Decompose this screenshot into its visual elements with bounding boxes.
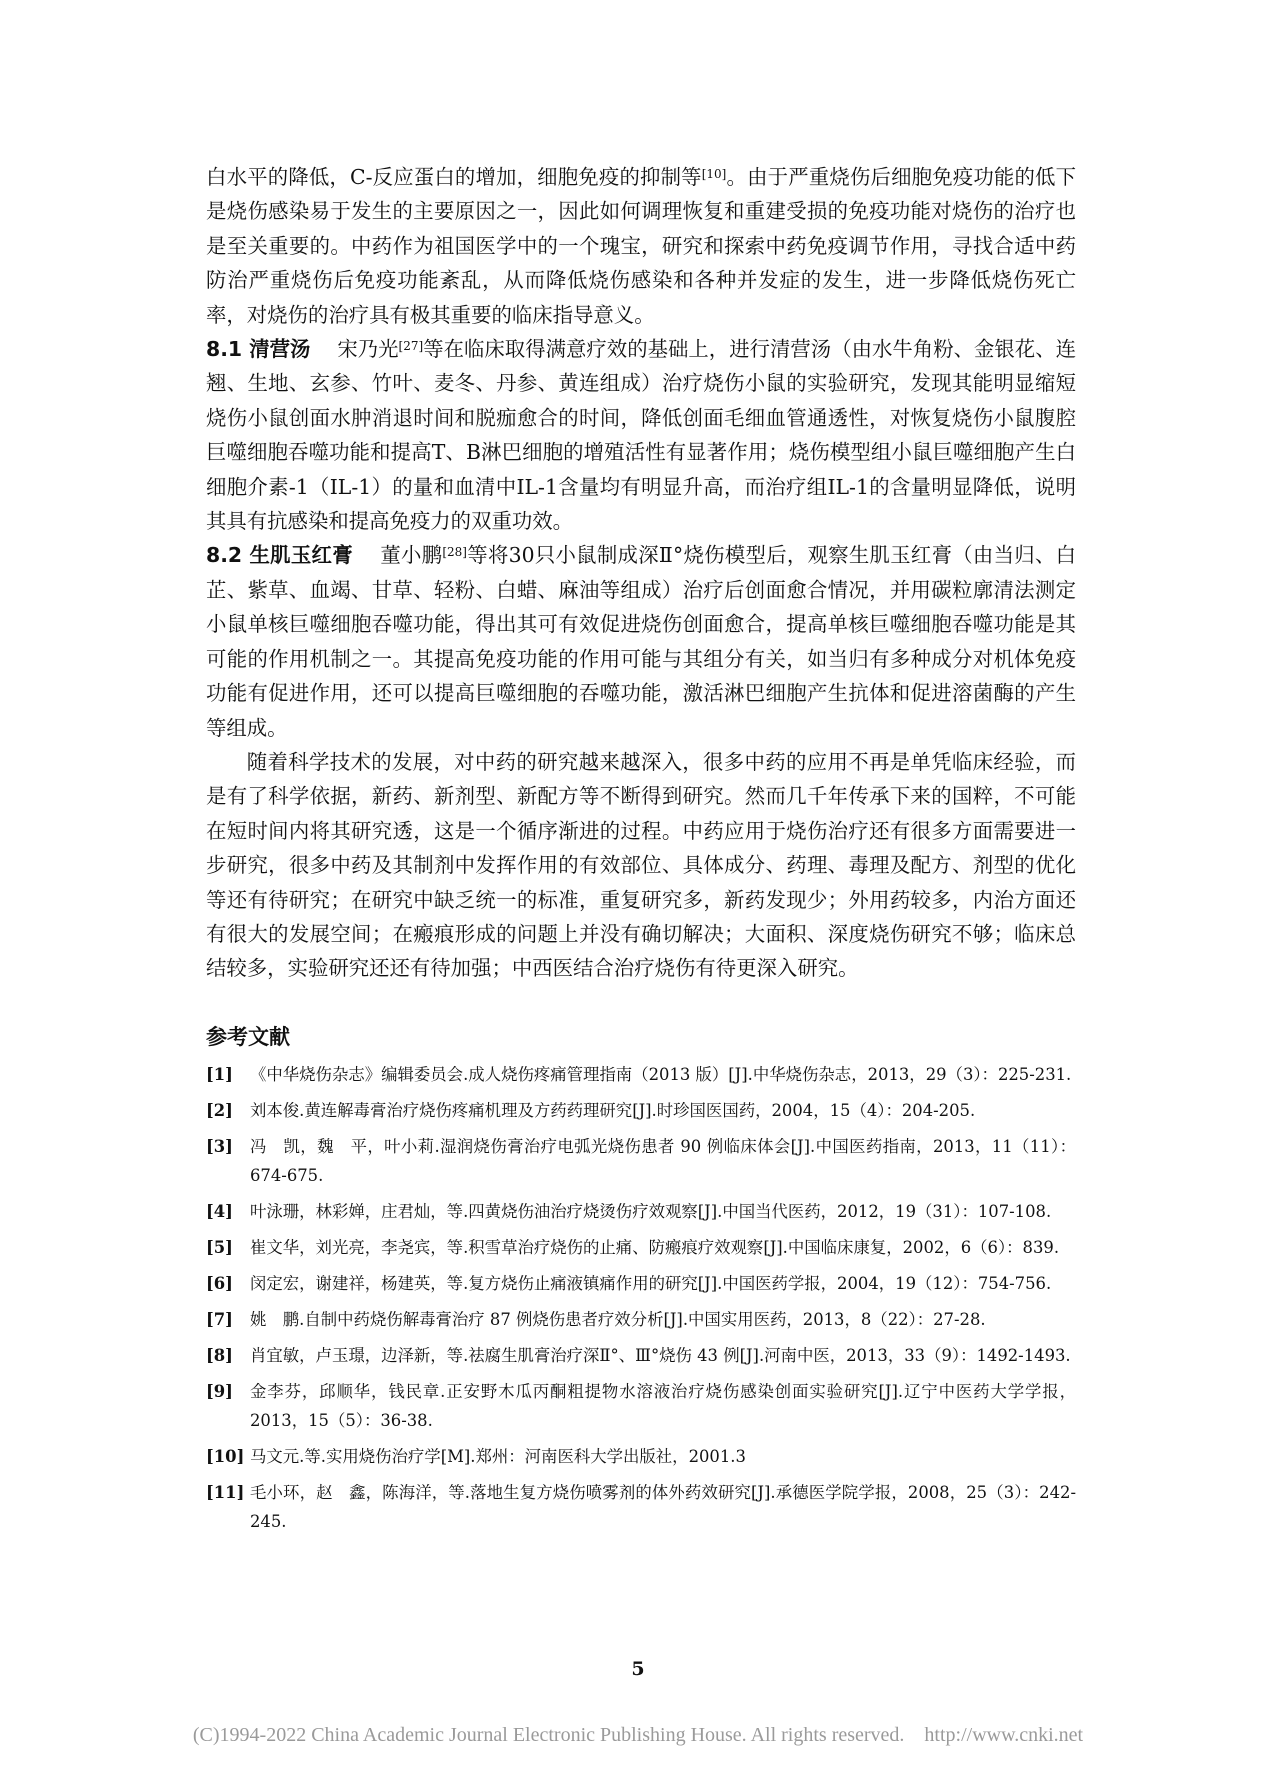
copyright-footer: (C)1994-2022 China Academic Journal Electronic Publishing House. All rights reserved. http://www.cnki.net	[192, 1724, 1084, 1746]
body-text	[206, 160, 1076, 986]
reference-text: 金李芬，邱顺华，钱民章.正安野木瓜丙酮粗提物水溶液治疗烧伤感染创面实验研究[J].辽宁中医药大学学报，2013，15（5）：36-38.	[250, 1381, 1076, 1430]
reference-text: 毛小环，赵 鑫，陈海洋，等.落地生复方烧伤喷雾剂的体外药效研究[J].承德医学院学报，2008，25（3）：242-245.	[250, 1482, 1076, 1531]
reference-text: 冯 凯，魏 平，叶小莉.湿润烧伤膏治疗电弧光烧伤患者 90 例临床体会[J].中国医药指南，2013，11（11）：674-675.	[250, 1136, 1076, 1185]
reference-number: [7]	[206, 1309, 233, 1329]
reference-text: 肖宜敏，卢玉璟，边泽新，等.祛腐生肌膏治疗深Ⅱ°、Ⅲ°烧伤 43 例[J].河南中医，2013，33（9）：1492-1493.	[250, 1345, 1071, 1365]
reference-item	[206, 1233, 1076, 1262]
section-heading-8-2: 8.2 生肌玉红膏	[206, 543, 353, 568]
reference-text: 马文元.等.实用烧伤治疗学[M].郑州：河南医科大学出版社，2001.3	[250, 1446, 746, 1466]
section-8-1: 8.1 清营汤 宋乃光[27]等在临床取得满意疗效的基础上，进行清营汤（由水牛角粉、金银花、连翘、生地、玄参、竹叶、麦冬、丹参、黄连组成）治疗烧伤小鼠的实验研究，发现其能明显缩短烧伤小鼠创面水肿消退时间和脱痂愈合的时间，降低创面毛细血管通透性，对恢复烧伤小鼠腹腔巨噬细胞吞噬功能和提高T、B淋巴细胞的增殖活性有显著作用；烧伤模型组小鼠巨噬细胞产生白细胞介素-1（IL-1）的量和血清中IL-1含量均有明显升高，而治疗组IL-1的含量明显降低，说明其具有抗感染和提高免疫力的双重功效。	[206, 337, 1077, 534]
reference-item	[206, 1442, 1076, 1471]
reference-text: 刘本俊.黄连解毒膏治疗烧伤疼痛机理及方药药理研究[J].时珍国医国药，2004，15（4）：204-205.	[250, 1100, 976, 1120]
reference-item	[206, 1269, 1076, 1298]
reference-number: [6]	[206, 1273, 233, 1293]
reference-number: [10]	[206, 1446, 245, 1466]
section-8-2: 8.2 生肌玉红膏 董小鹏[28]等将30只小鼠制成深Ⅱ°烧伤模型后，观察生肌玉红膏（由当归、白芷、紫草、血竭、甘草、轻粉、白蜡、麻油等组成）治疗后创面愈合情况，并用碳粒廓清法测定小鼠单核巨噬细胞吞噬功能，得出其可有效促进烧伤创面愈合，提高单核巨噬细胞吞噬功能是其可能的作用机制之一。其提高免疫功能的作用可能与其组分有关，如当归有多种成分对机体免疫功能有促进作用，还可以提高巨噬细胞的吞噬功能，激活淋巴细胞产生抗体和促进溶菌酶的产生等组成。	[206, 543, 1077, 740]
reference-number: [4]	[206, 1201, 233, 1221]
citation-28: [28]	[442, 545, 467, 560]
reference-list	[206, 1060, 1076, 1536]
reference-number: [5]	[206, 1237, 233, 1257]
reference-text: 叶泳珊，林彩婵，庄君灿，等.四黄烧伤油治疗烧烫伤疗效观察[J].中国当代医药，2012，19（31）：107-108.	[250, 1201, 1052, 1221]
reference-item	[206, 1060, 1076, 1089]
reference-number: [3]	[206, 1136, 233, 1156]
reference-number: [8]	[206, 1345, 233, 1365]
reference-number: [11]	[206, 1482, 245, 1502]
reference-item	[206, 1341, 1076, 1370]
reference-text: 崔文华，刘光亮，李尧宾，等.积雪草治疗烧伤的止痛、防瘢痕疗效观察[J].中国临床康复，2002，6（6）：839.	[250, 1237, 1060, 1257]
references-heading: 参考文献	[206, 1024, 290, 1049]
article-page	[206, 160, 1076, 1543]
citation-27: [27]	[398, 339, 424, 354]
reference-item	[206, 1096, 1076, 1125]
reference-item	[206, 1197, 1076, 1226]
reference-text: 《中华烧伤杂志》编辑委员会.成人烧伤疼痛管理指南（2013 版）[J].中华烧伤杂志，2013，29（3）：225-231.	[250, 1064, 1072, 1084]
page-number: 5	[631, 1658, 645, 1680]
reference-item	[206, 1377, 1076, 1435]
reference-number: [9]	[206, 1381, 233, 1401]
section-heading-8-1: 8.1 清营汤	[206, 337, 311, 362]
reference-number: [1]	[206, 1064, 233, 1084]
reference-item	[206, 1305, 1076, 1334]
reference-text: 姚 鹏.自制中药烧伤解毒膏治疗 87 例烧伤患者疗效分析[J].中国实用医药，2013，8（22）：27-28.	[250, 1309, 986, 1329]
paragraph-conclusion: 随着科学技术的发展，对中药的研究越来越深入，很多中药的应用不再是单凭临床经验，而是有了科学依据，新药、新剂型、新配方等不断得到研究。然而几千年传承下来的国粹，不可能在短时间内将其研究透，这是一个循序渐进的过程。中药应用于烧伤治疗还有很多方面需要进一步研究，很多中药及其制剂中发挥作用的有效部位、具体成分、药理、毒理及配方、剂型的优化等还有待研究；在研究中缺乏统一的标准，重复研究多，新药发现少；外用药较多，内治方面还有很大的发展空间；在瘢痕形成的问题上并没有确切解决；大面积、深度烧伤研究不够；临床总结较多，实验研究还还有待加强；中西医结合治疗烧伤有待更深入研究。	[206, 749, 1076, 981]
citation-10: [10]	[701, 167, 727, 181]
reference-number: [2]	[206, 1100, 233, 1120]
reference-item	[206, 1132, 1076, 1190]
reference-item	[206, 1478, 1076, 1536]
reference-text: 闵定宏，谢建祥，杨建英，等.复方烧伤止痛液镇痛作用的研究[J].中国医药学报，2004，19（12）：754-756.	[250, 1273, 1052, 1293]
paragraph-immunity: 白水平的降低，C-反应蛋白的增加，细胞免疫的抑制等[10]。由于严重烧伤后细胞免疫功能的低下是烧伤感染易于发生的主要原因之一，因此如何调理恢复和重建受损的免疫功能对烧伤的治疗也是至关重要的。中药作为祖国医学中的一个瑰宝，研究和探索中药免疫调节作用，寻找合适中药防治严重烧伤后免疫功能紊乱，从而降低烧伤感染和各种并发症的发生，进一步降低烧伤死亡率，对烧伤的治疗具有极其重要的临床指导意义。	[206, 165, 1076, 327]
